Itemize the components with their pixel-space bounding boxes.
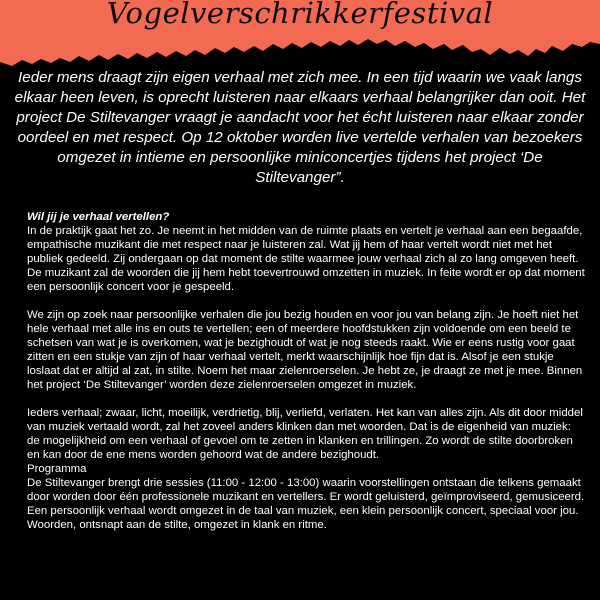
paragraph-gap	[27, 392, 585, 406]
programma-label: Programma	[27, 463, 87, 475]
paragraph: Ieders verhaal; zwaar, licht, moeilijk, verdrietig, blij, verliefd, verlaten. Het kan van alles zijn. Als dit door middel van muziek vertaald wordt, zal het zoveel anders klinken dan met woorden. Dat is de eigenheid van muziek: de mogelijkheid om een verhaal of gevoel om te zetten in klanken en trillingen. Zo wordt de stilte doorbroken en kan door de ene mens worden gehoord wat de andere bezighoudt.	[27, 407, 583, 461]
section-heading: Wil jij je verhaal vertellen?	[27, 211, 170, 223]
article-body	[27, 210, 585, 532]
header-banner	[0, 0, 600, 72]
intro-text: Ieder mens draagt zijn eigen verhaal met zich mee. In een tijd waarin we vaak langs elkaar heen leven, is oprecht luisteren naar elkaars verhaal belangrijker dan ooit. Het project De Stiltevanger vraagt je aandacht voor het écht luisteren naar elkaar zonder oordeel en met respect. Op 12 oktober worden live vertelde verhalen van bezoekers omgezet in intieme en persoonlijke miniconcertjes tijdens het project ‘De Stiltevanger”.	[14, 69, 586, 186]
intro-section	[14, 68, 586, 188]
paragraph: We zijn op zoek naar persoonlijke verhalen die jou bezig houden en voor jou van belang zijn. Je hoeft niet het hele verhaal met alle ins en outs te vertellen; een of meerdere hoofdstukken zijn voldoende om een beeld te schetsen van wat je is overkomen, wat je bezighoudt of wat je nog steeds raakt. Wie er eens rustig voor gaat zitten en een stukje van zijn of haar verhaal vertelt, merkt waarschijnlijk hoe fijn dat is. Alsof je een stukje loslaat dat er altijd al zat, in stilte. Noem het maar zielenroerselen. Je hebt ze, je draagt ze met je mee. Binnen het project ‘De Stiltevanger’ worden deze zielenroerselen omgezet in muziek.	[27, 309, 583, 391]
paragraph-gap	[27, 294, 585, 308]
paragraph: In de praktijk gaat het zo. Je neemt in het midden van de ruimte plaats en vertelt je verhaal aan een begaafde, empathische muzikant die met respect naar je luisteren zal. Wat jij hem of haar vertelt wordt niet met het publiek gedeeld. Zij ondergaan op dat moment de stilte waarmee jouw verhaal zich al zo lang omgeven heeft. De muzikant zal de woorden die jij hem hebt toevertrouwd omzetten in muziek. In feite wordt er op dat moment een persoonlijk concert voor je gespeeld.	[27, 225, 585, 293]
paragraph: De Stiltevanger brengt drie sessies (11:00 - 12:00 - 13:00) waarin voorstellingen ontstaan die telkens gemaakt door worden door één professionele muzikant en vertellers. Er wordt geluisterd, geïmproviseerd, gemusiceerd. Een persoonlijk verhaal wordt omgezet in de taal van muziek, een klein persoonlijk concert, speciaal voor jou. Woorden, ontsnapt aan de stilte, omgezet in klank en ritme.	[27, 477, 585, 531]
festival-title: Vogelverschrikkerfestival	[106, 0, 494, 30]
